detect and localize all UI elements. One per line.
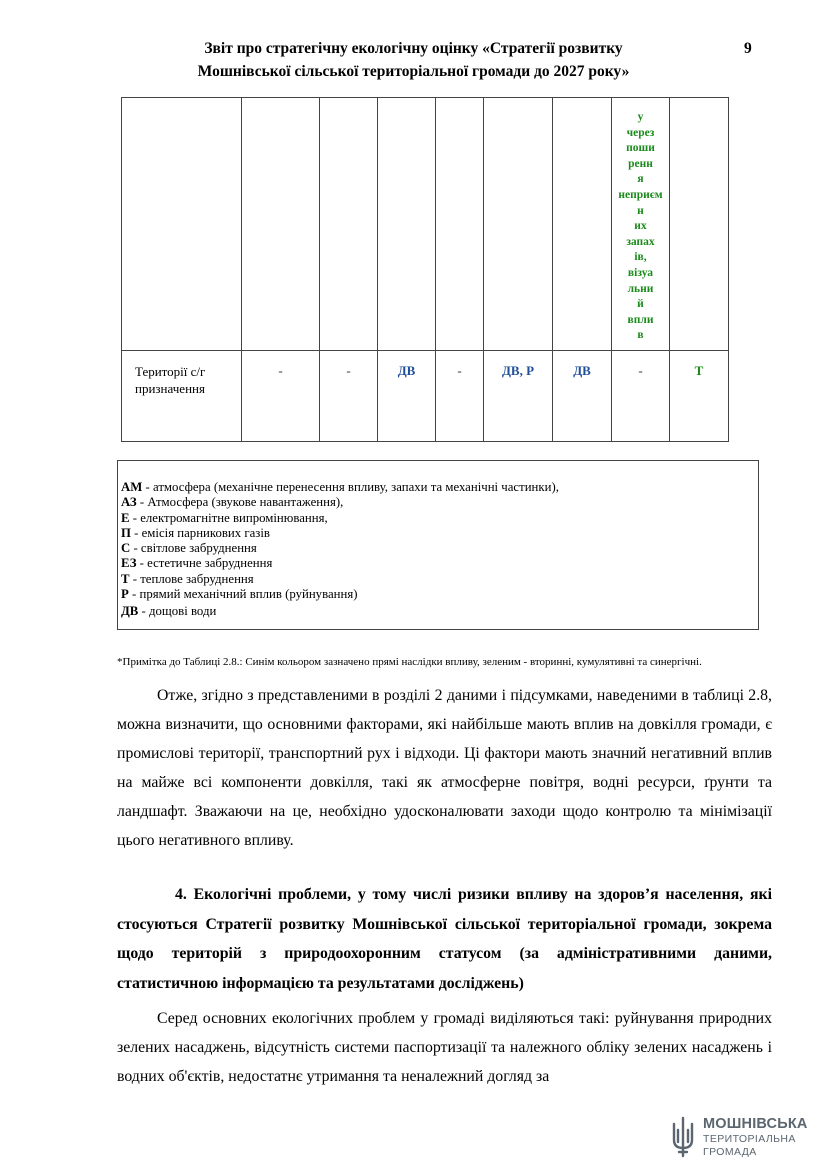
table-cell xyxy=(242,98,320,351)
secondary-impact-fragment: неприєм xyxy=(618,188,663,201)
table-cell: ДВ xyxy=(378,351,436,442)
table-cell: - xyxy=(242,351,320,442)
document-header-line-1: Звіт про стратегічну екологічну оцінку «Стратегії розвитку xyxy=(204,40,623,57)
legend-item: Т - теплове забруднення xyxy=(121,571,254,586)
table-cell xyxy=(484,98,553,351)
table-cell: ДВ, Р xyxy=(484,351,553,442)
table-cell: - xyxy=(320,351,378,442)
legend-item: ДВ - дощові води xyxy=(121,604,217,619)
table-cell: ДВ xyxy=(553,351,612,442)
table-cell xyxy=(122,98,242,351)
trident-icon xyxy=(668,1116,698,1160)
table-cell xyxy=(378,98,436,351)
legend-item: АМ - атмосфера (механічне перенесення впливу, запахи та механічні частинки), xyxy=(121,480,559,494)
secondary-impact-fragment: запах xyxy=(626,235,655,248)
table-cell xyxy=(553,98,612,351)
table-cell: - xyxy=(612,351,670,442)
table-cell: Т xyxy=(670,351,729,442)
secondary-impact-fragment: візуа xyxy=(627,266,654,279)
secondary-impact-fragment: н xyxy=(637,204,644,217)
community-logo xyxy=(668,1116,808,1162)
secondary-impact-fragment: ів, xyxy=(634,251,647,264)
table-row xyxy=(122,351,729,442)
document-header-line-2: Мошнівської сільської територіальної громади до 2027 року» xyxy=(197,63,630,80)
secondary-impact-fragment: й xyxy=(637,298,644,311)
secondary-impact-fragment: в xyxy=(637,329,644,342)
secondary-impact-fragment: поши xyxy=(626,142,655,155)
table-row xyxy=(122,98,729,351)
table-cell xyxy=(670,98,729,351)
table-cell-secondary-impact xyxy=(612,98,670,351)
secondary-impact-text xyxy=(612,98,669,344)
logo-text: ГРОМАДА xyxy=(703,1146,757,1158)
legend-item: АЗ - Атмосфера (звукове навантаження), xyxy=(121,495,344,510)
logo-text: ТЕРИТОРІАЛЬНА xyxy=(703,1133,796,1145)
legend-item: ЕЗ - естетичне забруднення xyxy=(121,556,273,571)
impact-table xyxy=(121,97,729,442)
legend-box xyxy=(117,460,759,630)
secondary-impact-fragment: льни xyxy=(627,282,654,295)
secondary-impact-fragment: их xyxy=(634,220,647,233)
legend-item: Р - прямий механічний вплив (руйнування) xyxy=(121,587,358,602)
legend-item: П - емісія парникових газів xyxy=(121,525,270,540)
secondary-impact-fragment: через xyxy=(626,126,655,139)
body-paragraph: Отже, згідно з представленими в розділі 2 даними і підсумками, наведеними в таблиці 2.8, можна визначити, що основними факторами, які найбільше мають вплив на довкілля громади, є промислові території, транспортний рух і відходи. Ці фактори мають значний негативний вплив на майже всі компоненти довкілля, такі як атмосферне повітря, водні ресурси, ґрунти та ландшафт. Зважаючи на це, необхідно удосконалювати заходи щодо контролю та мінімізації цього негативного впливу. xyxy=(117,687,772,849)
secondary-impact-fragment: у xyxy=(637,111,644,123)
row-label: Території с/г призначення xyxy=(122,351,242,442)
logo-text: МОШНІВСЬКА xyxy=(703,1116,808,1132)
legend-item: С - світлове забруднення xyxy=(121,541,257,556)
secondary-impact-fragment: я xyxy=(637,173,644,186)
page-number: 9 xyxy=(744,40,752,57)
section-heading: 4. Екологічні проблеми, у тому числі ризики впливу на здоров’я населення, які стосуються Стратегії розвитку Мошнівської сільської територіальної громади, зокрема щодо територій з природоохоронним статусом (за адміністративними даними, статистичною інформацією та результатами досліджень) xyxy=(117,886,772,992)
secondary-impact-fragment: впли xyxy=(627,313,654,326)
table-cell xyxy=(320,98,378,351)
table-cell xyxy=(436,98,484,351)
table-cell: - xyxy=(436,351,484,442)
table-note: *Примітка до Таблиці 2.8.: Синім кольором зазначено прямі наслідки впливу, зеленим - вторинні, кумулятивні та синергічні. xyxy=(117,656,702,668)
legend-item: Е - електромагнітне випромінювання, xyxy=(121,510,328,525)
body-paragraph: Серед основних екологічних проблем у громаді виділяються такі: руйнування природних зелених насаджень, відсутність системи паспортизації та належного обліку зелених насаджень і водних об'єктів, недостатнє утримання та неналежний догляд за xyxy=(117,1010,772,1085)
secondary-impact-fragment: ренн xyxy=(628,157,653,170)
